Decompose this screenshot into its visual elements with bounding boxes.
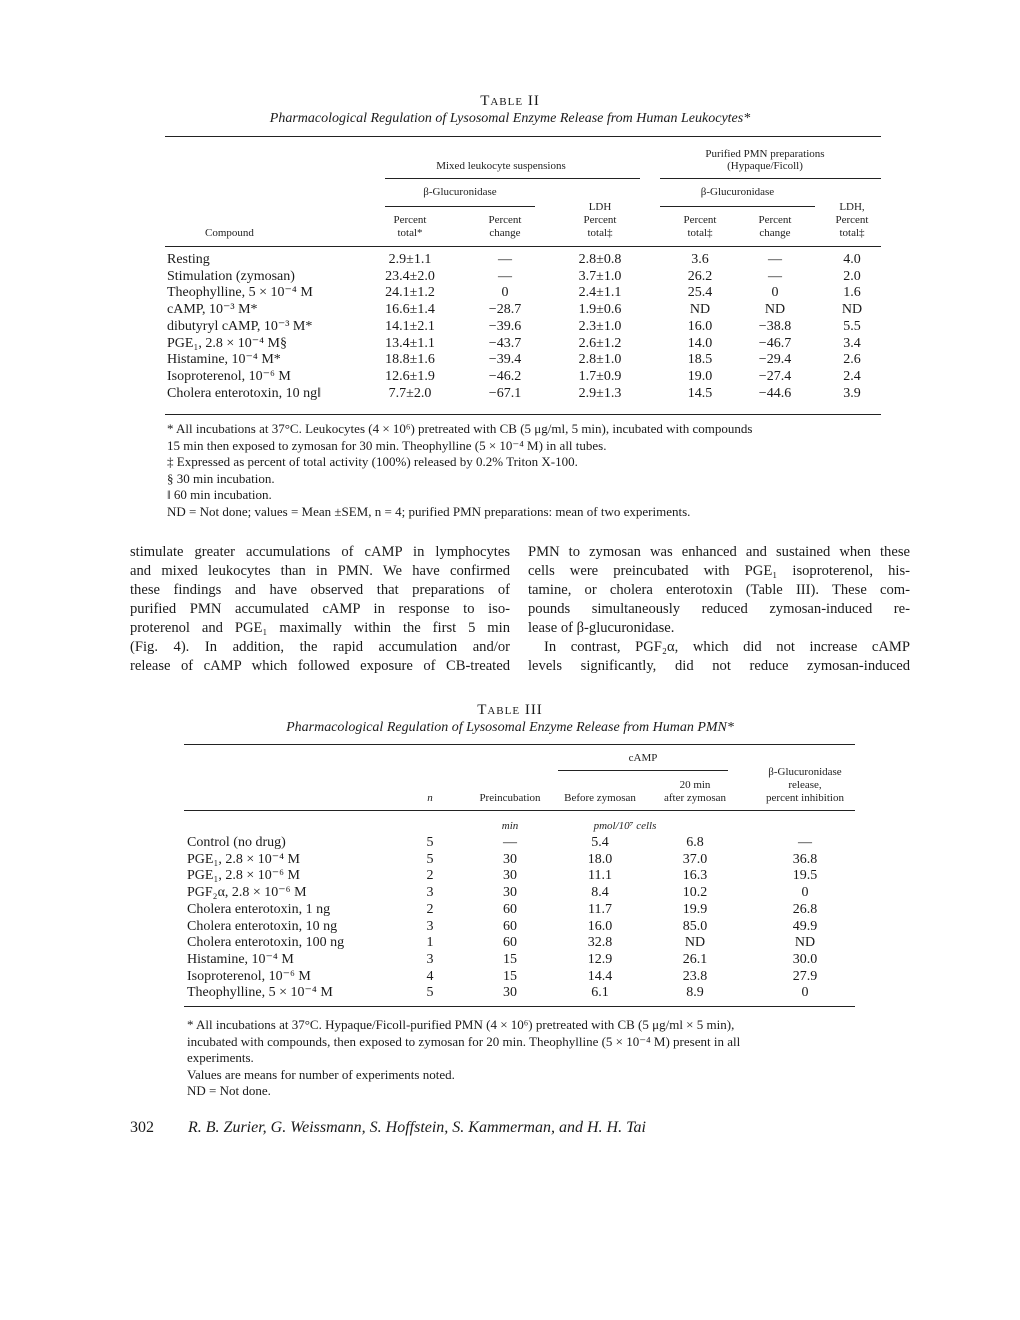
value-cell: 32.8 xyxy=(587,935,613,951)
value-cell: 3 xyxy=(426,918,434,934)
value-cell: 30.0 xyxy=(792,951,818,967)
value-cell: 23.8 xyxy=(682,968,708,984)
value-cell: 6.8 xyxy=(686,835,704,850)
value-cell: 10.2 xyxy=(682,885,708,901)
value-cell: −29.4 xyxy=(758,352,792,368)
value-cell: 30 xyxy=(503,985,517,1001)
value-cell: 3.4 xyxy=(843,335,861,351)
body-line: In contrast, PGF₂α, which did not increase cAMP xyxy=(544,639,910,655)
value-cell: −46.2 xyxy=(488,368,522,384)
value-cell: 1.7±0.9 xyxy=(578,368,622,384)
t2-header-c3a: LDH xyxy=(588,201,612,213)
value-cell: 60 xyxy=(503,918,517,934)
table-row xyxy=(167,352,883,369)
value-cell: −27.4 xyxy=(758,368,792,384)
table-note: incubated with compounds, then exposed to zymosan for 20 min. Theophylline (5 × 10⁻⁴ M) present in all xyxy=(187,1033,741,1049)
value-cell: 14.0 xyxy=(687,335,713,351)
t2-mixed-group-rule xyxy=(385,178,640,179)
value-cell: 1.6 xyxy=(843,285,861,301)
value-cell: −44.6 xyxy=(758,385,792,401)
table-row xyxy=(167,369,883,386)
t3-header-bg-c: percent inhibition xyxy=(766,792,844,804)
table-row xyxy=(167,302,883,319)
value-cell: 26.1 xyxy=(682,951,708,967)
value-cell: 5.4 xyxy=(591,835,609,850)
body-right-column xyxy=(528,543,910,676)
value-cell: 2.4 xyxy=(843,368,861,384)
value-cell: ND xyxy=(841,302,863,318)
body-line: pounds simultaneously reduced zymosan-induced re- xyxy=(528,601,910,617)
value-cell: ND xyxy=(684,935,706,951)
value-cell: 60 xyxy=(503,935,517,951)
value-cell: −67.1 xyxy=(488,385,522,401)
value-cell: −39.6 xyxy=(488,318,522,334)
value-cell: −46.7 xyxy=(758,335,792,351)
t3-camp-group-rule xyxy=(558,770,728,771)
value-cell: 18.8±1.6 xyxy=(385,352,435,368)
value-cell: 16.6±1.4 xyxy=(385,302,435,318)
compound-cell: PGE₁, 2.8 × 10⁻⁶ M xyxy=(187,868,300,884)
value-cell: — xyxy=(498,268,512,284)
value-cell: 5.5 xyxy=(843,318,861,334)
value-cell: 0 xyxy=(771,285,779,301)
table-2-subtitle: Pharmacological Regulation of Lysosomal Enzyme Release from Human Leukocytes* xyxy=(269,111,751,126)
table-row xyxy=(187,969,877,986)
value-cell: — xyxy=(768,252,782,267)
value-cell: 36.8 xyxy=(792,851,818,867)
table-row xyxy=(167,285,883,302)
table-2-top-rule xyxy=(165,136,881,137)
value-cell: 19.0 xyxy=(687,368,713,384)
compound-cell: Isoproterenol, 10⁻⁶ M xyxy=(167,368,291,384)
t2-purified-group-rule xyxy=(660,178,881,179)
table-row xyxy=(187,835,877,852)
t3-header-n: n xyxy=(427,792,433,804)
table-3-subtitle: Pharmacological Regulation of Lysosomal Enzyme Release from Human PMN* xyxy=(286,720,734,735)
table-row xyxy=(167,269,883,286)
value-cell: 11.1 xyxy=(588,868,612,884)
value-cell: 12.9 xyxy=(587,951,613,967)
table-note: ND = Not done. xyxy=(187,1083,271,1098)
table-row xyxy=(187,985,877,1002)
value-cell: 2.8±1.0 xyxy=(578,352,622,368)
t2-header-c3c: total‡ xyxy=(587,227,613,239)
table-2-bottom-rule xyxy=(165,414,881,415)
value-cell: 2.8±0.8 xyxy=(578,252,622,267)
value-cell: 16.0 xyxy=(687,318,713,334)
value-cell: 19.5 xyxy=(792,868,818,884)
value-cell: 14.5 xyxy=(687,385,713,401)
value-cell: 4.0 xyxy=(843,252,861,267)
compound-cell: Resting xyxy=(167,252,210,267)
value-cell: 2.9±1.1 xyxy=(388,252,432,267)
t3-header-after-b: after zymosan xyxy=(664,792,726,804)
value-cell: 8.9 xyxy=(686,985,704,1001)
value-cell: 7.7±2.0 xyxy=(388,385,432,401)
value-cell: — xyxy=(798,835,812,850)
table-note: experiments. xyxy=(187,1050,254,1065)
value-cell: 14.1±2.1 xyxy=(385,318,435,334)
body-line: tamine, or cholera enterotoxin (Table III). These com- xyxy=(528,582,910,598)
table-note: § 30 min incubation. xyxy=(167,470,275,486)
value-cell: 5 xyxy=(426,985,434,1001)
body-line: PMN to zymosan was enhanced and sustained when these xyxy=(528,544,910,560)
author-line: R. B. Zurier, G. Weissmann, S. Hoffstein, S. Kammerman, and H. H. Tai xyxy=(188,1119,646,1136)
compound-cell: Theophylline, 5 × 10⁻⁴ M xyxy=(167,285,313,301)
value-cell: 2.9±1.3 xyxy=(578,385,622,401)
value-cell: ND xyxy=(689,302,711,318)
value-cell: 1 xyxy=(426,935,434,951)
value-cell: 23.4±2.0 xyxy=(385,268,435,284)
t2-header-purified-2: (Hypaque/Ficoll) xyxy=(727,160,803,172)
t3-header-bg-a: β-Glucuronidase xyxy=(768,766,842,778)
value-cell: 37.0 xyxy=(682,851,708,867)
value-cell: 2.6±1.2 xyxy=(578,335,622,351)
compound-cell: PGE₁, 2.8 × 10⁻⁴ M§ xyxy=(167,335,287,351)
value-cell: ND xyxy=(794,935,816,951)
value-cell: 30 xyxy=(503,885,517,901)
t3-unit-min: min xyxy=(501,820,519,832)
value-cell: — xyxy=(503,835,517,850)
value-cell: 26.2 xyxy=(687,268,713,284)
value-cell: 49.9 xyxy=(792,918,818,934)
compound-cell: Control (no drug) xyxy=(187,835,286,850)
t3-header-before: Before zymosan xyxy=(564,792,636,804)
t2-bgluc-purified-rule xyxy=(660,206,815,207)
value-cell: 2 xyxy=(426,868,434,884)
table-note: ND = Not done; values = Mean ±SEM, n = 4; purified PMN preparations: mean of two experiments. xyxy=(167,503,691,519)
value-cell: 30 xyxy=(503,868,517,884)
value-cell: 5 xyxy=(426,835,434,850)
value-cell: 3 xyxy=(426,951,434,967)
table-note: ‖ 60 min incubation. xyxy=(167,487,272,502)
body-line: proterenol and PGE₁ maximally within the first 5 min xyxy=(130,620,510,636)
value-cell: 2 xyxy=(426,901,434,917)
compound-cell: Cholera enterotoxin, 1 ng xyxy=(187,901,331,917)
t2-header-c5a: Percent xyxy=(758,214,792,226)
table-3-notes xyxy=(187,1017,877,1100)
compound-cell: PGE₁, 2.8 × 10⁻⁴ M xyxy=(187,851,300,867)
table-3-title: Table III xyxy=(477,702,543,718)
value-cell: — xyxy=(768,268,782,284)
value-cell: −39.4 xyxy=(488,352,522,368)
compound-cell: Cholera enterotoxin, 10 ng‖ xyxy=(167,385,322,401)
t2-header-c6c: total‡ xyxy=(839,227,865,239)
t2-header-c6b: Percent xyxy=(835,214,869,226)
table-row xyxy=(187,919,877,936)
t3-header-after-a: 20 min xyxy=(679,779,711,791)
t2-header-bgluc-mixed: β-Glucuronidase xyxy=(423,186,497,198)
value-cell: 0 xyxy=(801,885,809,901)
value-cell: 30 xyxy=(503,851,517,867)
value-cell: ND xyxy=(764,302,786,318)
value-cell: 2.0 xyxy=(843,268,861,284)
table-row xyxy=(187,952,877,969)
value-cell: 27.9 xyxy=(792,968,818,984)
table-note: 15 min then exposed to zymosan for 30 min. Theophylline (5 × 10⁻⁴ M) in all tubes. xyxy=(167,437,607,453)
value-cell: — xyxy=(498,252,512,267)
value-cell: 3 xyxy=(426,885,434,901)
t3-header-bottom-rule xyxy=(184,810,855,811)
t2-header-c2a: Percent xyxy=(488,214,522,226)
value-cell: 3.9 xyxy=(843,385,861,401)
t2-bgluc-mixed-rule xyxy=(385,206,535,207)
value-cell: −38.8 xyxy=(758,318,792,334)
t2-header-compound: Compound xyxy=(205,227,254,239)
table-2-title: Table II xyxy=(480,93,540,109)
table-row xyxy=(167,252,883,269)
t2-header-mixed: Mixed leukocyte suspensions xyxy=(436,160,566,172)
t2-header-c1b: total* xyxy=(397,227,423,239)
body-line: (Fig. 4). In addition, the rapid accumulation and/or xyxy=(130,639,510,655)
value-cell: 85.0 xyxy=(682,918,708,934)
t2-header-bgluc-purified: β-Glucuronidase xyxy=(700,186,775,198)
table-row xyxy=(187,885,877,902)
page-number: 302 xyxy=(130,1119,154,1136)
t3-header-preincubation: Preincubation xyxy=(479,792,541,804)
t2-header-c3b: Percent xyxy=(583,214,617,226)
t2-header-bottom-rule xyxy=(165,246,881,247)
compound-cell: cAMP, 10⁻³ M* xyxy=(167,302,258,318)
t3-header-bg-b: release, xyxy=(788,779,822,791)
value-cell: 11.7 xyxy=(588,901,612,917)
body-line: release of cAMP which followed exposure of CB-treated xyxy=(130,658,510,674)
value-cell: 25.4 xyxy=(687,285,713,301)
value-cell: 15 xyxy=(503,968,517,984)
compound-cell: Cholera enterotoxin, 100 ng xyxy=(187,935,345,951)
body-left-column xyxy=(130,543,510,676)
value-cell: 2.6 xyxy=(843,352,861,368)
t2-header-c2b: change xyxy=(489,227,521,239)
value-cell: 3.6 xyxy=(691,252,709,267)
body-line: cells were preincubated with PGE₁ isoproterenol, his- xyxy=(528,563,910,579)
t2-header-purified-1: Purified PMN preparations xyxy=(705,148,825,160)
value-cell: 24.1±1.2 xyxy=(385,285,435,301)
value-cell: 60 xyxy=(503,901,517,917)
compound-cell: Isoproterenol, 10⁻⁶ M xyxy=(187,968,311,984)
body-line: stimulate greater accumulations of cAMP in lymphocytes xyxy=(130,544,510,560)
table-note: ‡ Expressed as percent of total activity (100%) released by 0.2% Triton X-100. xyxy=(167,454,578,469)
t2-header-c6a: LDH, xyxy=(839,201,865,213)
compound-cell: PGF₂α, 2.8 × 10⁻⁶ M xyxy=(187,885,307,901)
value-cell: 18.0 xyxy=(587,851,613,867)
value-cell: 4 xyxy=(426,968,434,984)
value-cell: 2.3±1.0 xyxy=(578,318,622,334)
body-line: lease of β-glucuronidase. xyxy=(528,620,675,636)
table-3-top-rule xyxy=(184,744,855,745)
compound-cell: Theophylline, 5 × 10⁻⁴ M xyxy=(187,985,333,1001)
compound-cell: Histamine, 10⁻⁴ M* xyxy=(167,352,281,368)
t2-header-c5b: change xyxy=(759,227,791,239)
table-row xyxy=(187,902,877,919)
table-note: * All incubations at 37°C. Hypaque/Ficoll-purified PMN (4 × 10⁶) pretreated with CB (5 μg/ml × 5 min), xyxy=(187,1017,735,1032)
value-cell: −28.7 xyxy=(488,302,522,318)
value-cell: 16.0 xyxy=(587,918,613,934)
table-row xyxy=(167,319,883,336)
value-cell: 3.7±1.0 xyxy=(578,268,622,284)
t3-unit-pmol: pmol/10⁷ cells xyxy=(593,820,657,832)
compound-cell: dibutyryl cAMP, 10⁻³ M* xyxy=(167,318,313,334)
value-cell: 18.5 xyxy=(687,352,713,368)
compound-cell: Cholera enterotoxin, 10 ng xyxy=(187,918,338,934)
table-row xyxy=(167,386,883,403)
t2-header-c1a: Percent xyxy=(393,214,427,226)
value-cell: 12.6±1.9 xyxy=(385,368,435,384)
value-cell: 16.3 xyxy=(682,868,708,884)
body-line: levels significantly, did not reduce zymosan-induced xyxy=(528,658,910,674)
value-cell: 14.4 xyxy=(587,968,613,984)
table-row xyxy=(187,935,877,952)
value-cell: 0 xyxy=(501,285,509,301)
value-cell: 5 xyxy=(426,851,434,867)
value-cell: 26.8 xyxy=(792,901,818,917)
value-cell: 1.9±0.6 xyxy=(578,302,622,318)
body-line: these findings and have observed that preparations of xyxy=(130,582,510,598)
table-note: * All incubations at 37°C. Leukocytes (4 × 10⁶) pretreated with CB (5 μg/ml, 5 min), incubated with compounds xyxy=(167,421,753,436)
body-line: purified PMN accumulated cAMP in response to iso- xyxy=(130,601,510,617)
table-note: Values are means for number of experiments noted. xyxy=(187,1066,455,1082)
value-cell: 15 xyxy=(503,951,517,967)
value-cell: 2.4±1.1 xyxy=(578,285,622,301)
value-cell: −43.7 xyxy=(488,335,522,351)
table-3-bottom-rule xyxy=(184,1006,855,1007)
value-cell: 0 xyxy=(801,985,809,1001)
body-line: and mixed leukocytes than in PMN. We have confirmed xyxy=(130,563,510,579)
table-row xyxy=(187,852,877,869)
value-cell: 19.9 xyxy=(682,901,708,917)
table-row xyxy=(187,868,877,885)
table-row xyxy=(167,336,883,353)
compound-cell: Histamine, 10⁻⁴ M xyxy=(187,951,294,967)
value-cell: 8.4 xyxy=(591,885,609,901)
compound-cell: Stimulation (zymosan) xyxy=(167,268,295,284)
value-cell: 6.1 xyxy=(591,985,609,1001)
t3-header-camp: cAMP xyxy=(628,752,658,764)
t2-header-c4a: Percent xyxy=(683,214,717,226)
value-cell: 13.4±1.1 xyxy=(385,335,435,351)
t2-header-c4b: total‡ xyxy=(687,227,713,239)
table-2-notes xyxy=(167,421,907,520)
